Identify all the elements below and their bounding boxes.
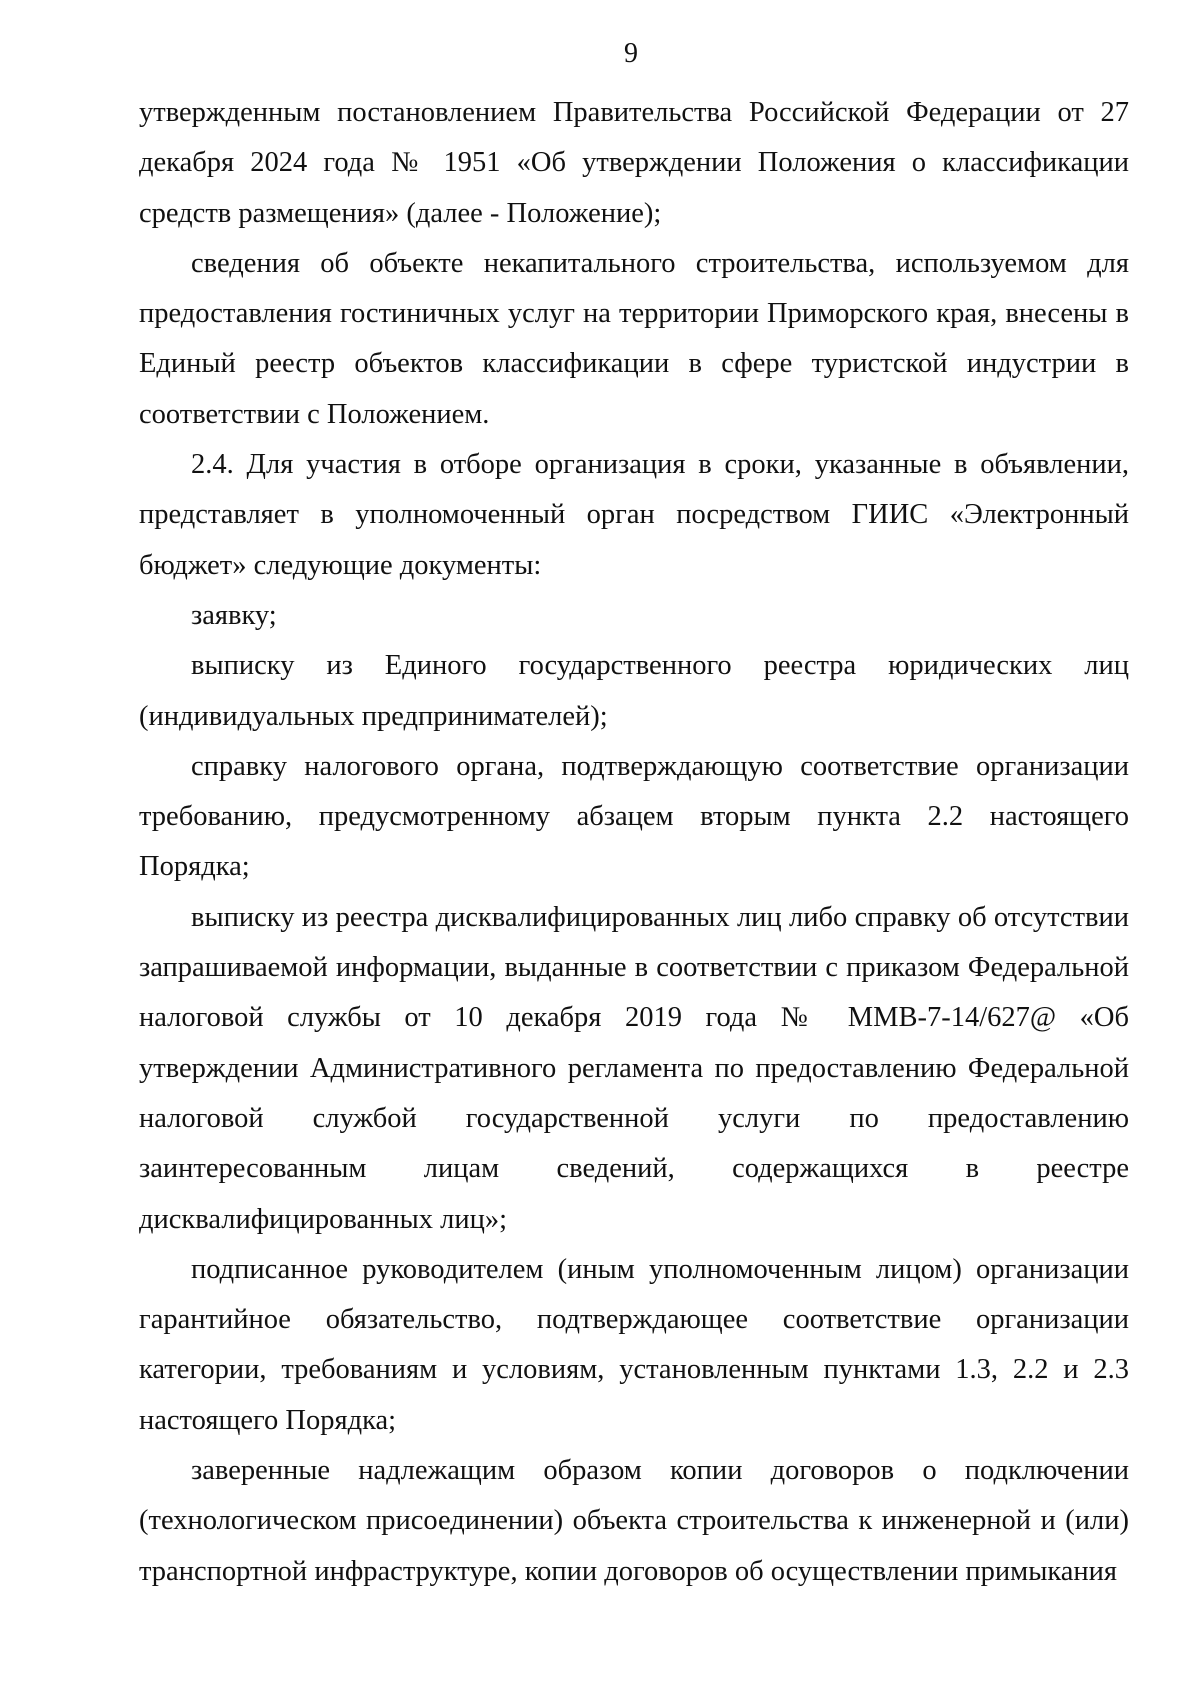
list-item-registry-extract: выписку из Единого государственного реестра юридических лиц (индивидуальных предпринимателей); xyxy=(139,650,1129,732)
paragraph-object-info: сведения об объекте некапитального строительства, используемом для предоставления гостиничных услуг на территории Приморского края, внесены в Единый реестр объектов классификации в сфере туристской индустрии в соответствии с Положением. xyxy=(139,247,1129,430)
document-body xyxy=(139,88,1129,1597)
list-item-tax-certificate: справку налогового органа, подтверждающую соответствие организации требованию, предусмотренному абзацем вторым пункта 2.2 настоящего Порядка; xyxy=(139,750,1129,883)
paragraph-2-4: 2.4. Для участия в отборе организация в сроки, указанные в объявлении, представляет в уполномоченный орган посредством ГИИС «Электронный бюджет» следующие документы: xyxy=(139,449,1129,581)
page-number: 9 xyxy=(624,38,638,69)
list-item-guarantee: подписанное руководителем (иным уполномоченным лицом) организации гарантийное обязательство, подтверждающее соответствие организации категории, требованиям и условиям, установленным пунктами 1.3, 2.2 и 2.3 настоящего Порядка; xyxy=(139,1253,1129,1436)
list-item-application: заявку; xyxy=(191,599,277,631)
list-item-contract-copies: заверенные надлежащим образом копии договоров о подключении (технологическом присоединении) объекта строительства к инженерной и (или) транспортной инфраструктуре, копии договоров об осуществлении примыкания xyxy=(139,1455,1129,1587)
list-item-disqualified-registry: выписку из реестра дисквалифицированных лиц либо справку об отсутствии запрашиваемой информации, выданные в соответствии с приказом Федеральной налоговой службы от 10 декабря 2019 года № ММВ-7-14/627@ «Об утверждении Административного регламента по предоставлению Федеральной налоговой службой государственной услуги по предоставлению заинтересованным лицам сведений, содержащихся в реестре дисквалифицированных лиц»; xyxy=(139,901,1129,1235)
paragraph-continuation: утвержденным постановлением Правительства Российской Федерации от 27 декабря 2024 года № 1951 «Об утверждении Положения о классификации средств размещения» (далее - Положение); xyxy=(139,97,1129,229)
